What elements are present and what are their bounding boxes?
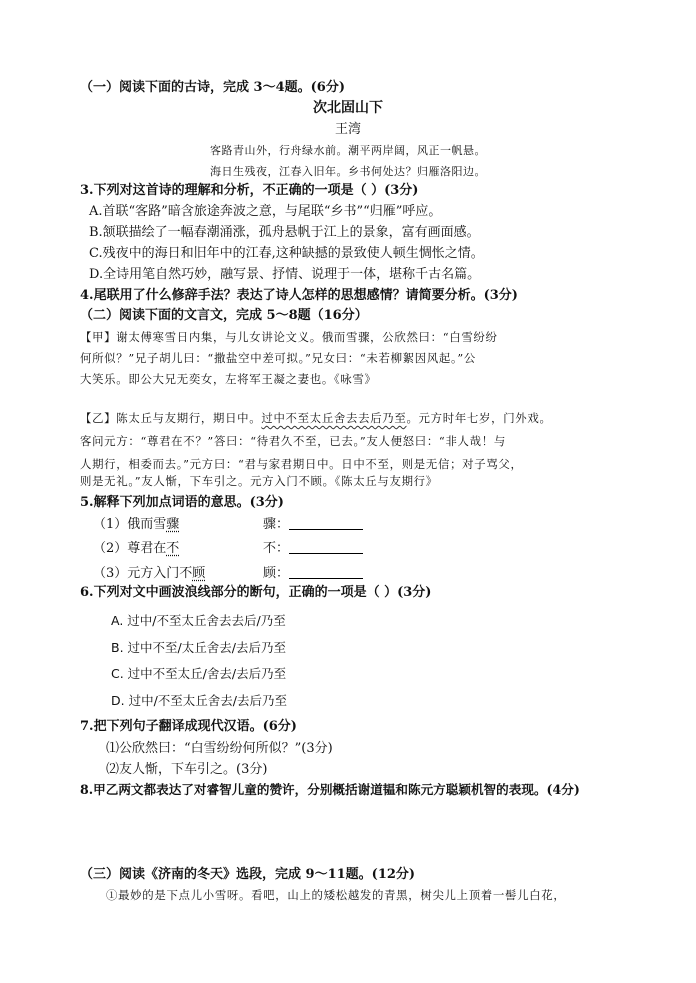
q3-option-d: D.全诗用笔自然巧妙，融写景、抒情、说理于一体，堪称千古名篇。 — [89, 267, 481, 282]
q5-answer-3 — [263, 565, 363, 582]
q5-item-3-number: （3） — [93, 566, 128, 581]
passage-yi-line-2: 客问元方：“尊君在不？”答曰：“待君久不至，已去。”友人便怒曰：“非人哉！与 — [80, 434, 506, 448]
section3-header: （三）阅读《济南的冬天》选段，完成 9～11题。(12分) — [80, 867, 416, 882]
q4-stem: 4.尾联用了什么修辞手法？表达了诗人怎样的思想感情？请简要分析。(3分) — [80, 288, 518, 303]
q6-option-c: C. 过中不至太丘/舍去/去后乃至 — [111, 666, 287, 681]
q5-answer-3-blank[interactable] — [289, 565, 363, 579]
q3-option-c: C.残夜中的海日和旧年中的江春,这种缺撼的景致使人顿生惆怅之情。 — [89, 246, 484, 261]
wavy-underlined-phrase: 过中不至太丘舍去去后乃至 — [261, 411, 407, 425]
poem-line-1: 客路青山外，行舟绿水前。潮平两岸阔，风正一帆悬。 — [210, 144, 486, 157]
q7-stem: 7.把下列句子翻译成现代汉语。(6分) — [80, 719, 297, 734]
section2-header: （二）阅读下面的文言文，完成 5～8题（16分） — [80, 308, 368, 323]
q5-item-1-dotted-word: 骤 — [166, 517, 180, 532]
q3-option-b: B.颔联描绘了一幅春潮涌涨，孤舟悬帆于江上的景象，富有画面感。 — [89, 225, 480, 240]
q6-stem: 6.下列对文中画波浪线部分的断句，正确的一项是（ ）(3分) — [80, 585, 432, 600]
q6-option-a: A. 过中/不至太丘舍去去后/乃至 — [111, 613, 286, 628]
passage-yi-line-1 — [80, 410, 552, 427]
poem-title: 次北固山下 — [313, 100, 383, 116]
q5-stem: 5.解释下列加点词语的意思。(3分) — [80, 495, 284, 510]
passage-jia-line-3: 大笑乐。即公大兄无奕女，左将军王凝之妻也。《咏雪》 — [80, 372, 377, 386]
q6-option-b: B. 过中不至/太丘舍去/去后乃至 — [111, 640, 286, 655]
passage-yi-line-3: 人期行，相委而去。”元方曰：“君与家君期日中。日中不至，则是无信；对子骂父， — [80, 457, 523, 471]
q5-item-2-number: （2） — [93, 541, 128, 556]
q5-answer-2 — [263, 540, 363, 557]
q5-item-2 — [93, 540, 179, 557]
q5-item-1 — [93, 516, 179, 533]
q5-item-1-number: （1） — [93, 517, 128, 532]
passage-jia-line-1: 【甲】谢太傅寒雪日内集，与儿女讲论文义。俄而雪骤，公欣然曰：“白雪纷纷 — [80, 330, 498, 344]
q6-option-d: D. 过中/不至太丘舍去/去后乃至 — [111, 693, 287, 708]
passage-jia-line-2: 何所似？”兄子胡儿曰：“撒盐空中差可拟。”兄女曰：“未若柳絮因风起。”公 — [80, 351, 477, 365]
passage-yi-line-4: 则是无礼。”友人惭，下车引之。元方入门不顾。《陈太丘与友期行》 — [80, 474, 438, 488]
q5-answer-1-key: 骤： — [263, 517, 290, 532]
q5-answer-1-blank[interactable] — [289, 516, 363, 530]
q5-item-3-text: 元方入门不 — [127, 566, 193, 581]
q5-answer-2-key: 不： — [263, 541, 290, 556]
section1-header: （一）阅读下面的古诗，完成 3～4题。(6分) — [80, 80, 345, 95]
q8-stem: 8.甲乙两文都表达了对睿智儿童的赞许，分别概括谢道韫和陈元方聪颖机智的表现。(4分) — [80, 782, 580, 797]
poem-author: 王湾 — [334, 122, 361, 137]
passage-yi-line-1-end: 。元方时年七岁，门外戏。 — [406, 411, 552, 425]
q5-answer-3-key: 顾： — [263, 566, 290, 581]
poem-line-2: 海日生残夜，江春入旧年。乡书何处达？归雁洛阳边。 — [210, 165, 486, 178]
q5-answer-1 — [263, 516, 363, 533]
q3-stem: 3.下列对这首诗的理解和分析，不正确的一项是（ ）(3分) — [80, 183, 419, 198]
q5-answer-2-blank[interactable] — [289, 540, 363, 554]
section3-paragraph-1: ①最妙的是下点儿小雪呀。看吧，山上的矮松越发的青黑，树尖儿上顶着一髻儿白花， — [106, 888, 566, 902]
q3-option-a: A.首联“客路”暗含旅途奔波之意，与尾联“乡书”“归雁”呼应。 — [89, 204, 442, 219]
q5-item-3-dotted-word: 顾 — [192, 566, 206, 581]
q7-item-2: ⑵友人惭，下车引之。(3分) — [106, 762, 268, 777]
q5-item-2-dotted-word: 不 — [166, 541, 180, 556]
q5-item-1-text: 俄而雪 — [127, 517, 167, 532]
q7-item-1: ⑴公欣然曰：“白雪纷纷何所似？”(3分) — [106, 741, 333, 756]
passage-yi-line-1-start: 【乙】陈太丘与友期行，期日中。 — [80, 411, 262, 425]
q5-item-2-text: 尊君在 — [127, 541, 167, 556]
q5-item-3 — [93, 565, 205, 582]
